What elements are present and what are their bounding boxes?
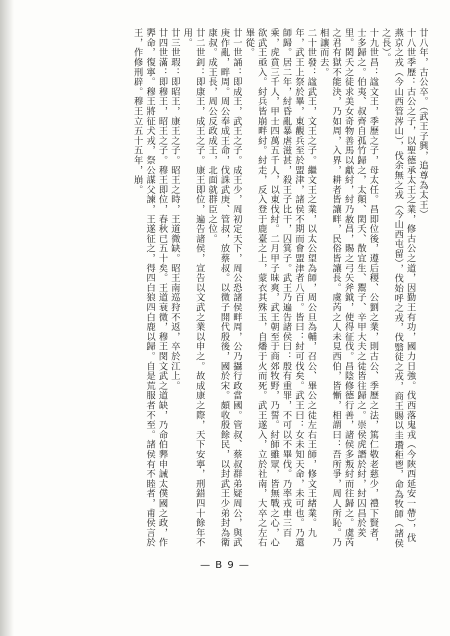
paragraph: 廿三世瑕：即昭王，康王之子。昭王之時，王道微缺。昭王南巡狩不返，卒於江上。 [168,28,180,391]
paragraph: 二十世發：諡武王，文王之子。繼文王之業，以太公望為師，周公旦為輔，召公、畢公之徒左右王師，修文王緒業。九年，武王上祭於畢，東觀兵至於盟津，諸侯不期而會盟津者八百。皆曰：紂可伐矣。武王曰：女未知天命，未可也。乃還師歸。居二年，紂昏亂暴虐滋甚，殺王子比干，囚箕子。武王乃遍告諸侯曰：殷有重罪，不可以不畢伐。乃率戎車三百乘，虎賁三千人，甲士四萬五千人，以東伐紂。二月甲子昧爽，武王朝至于商郊牧野，乃誓。紂師雖眾，皆無戰之心，心欲武王亟入。紂兵皆崩畔紂。紂走，反入登于鹿臺之上，蒙衣其殊玉，自燔于火而死。武王遂入，立於社南，大卒之左右畢從。 [243,28,317,548]
paragraph: 十九世昌：諡文王，季歷之子，母太任。昌即位後，遵后稷、公劉之業，則古公、季歷之法，篤仁敬老慈少，禮下賢者，士多歸之。伯夷、叔齊自孤竹歸之，太顛、閎夭、散宜生、鬻子、辛甲大夫之徒皆往歸之。崇侯虎譖於紂，紂囚昌於羑里。閎夭之徒求美女奇物善馬以獻紂，紂乃赦昌，賜之弓矢斧鉞，使得征伐。昌陰修德行善，諸侯多叛紂而往歸之。虞芮之君有獄不能決，乃如周，入界，耕者皆讓畔，民俗皆讓長。虞芮之人未見西伯，皆慚，相謂曰：吾所爭，周人所恥。乃相讓而去。 [317,28,379,548]
paragraph: 廿一世誦：即成王，武王之子。成王少，周初定天下，周公恐諸侯畔周，公乃攝行政當國。管叔、蔡叔群弟疑周公，與武庚作亂，畔周。周公奉成王命，伐誅武庚、管叔，放蔡叔。以微子開代殷後，國於宋。頗收殷餘民，以封武王少弟封為衛康叔。成王長，周公反政成王，北面就群臣之位。 [206,28,242,548]
paragraph: 廿二世釗：即康王，成王之子。康王即位，遍告諸侯，宣告以文武之業以申之。故成康之際，天下安寧，刑錯四十餘年不用。 [181,28,205,548]
paragraph: 十八世季歷：古公之子，以聖德承太王之業，修古公之道，因勤王有功，國力日強。伐西落鬼戎（今陝西延安一帶），伐燕京之戎（今山西管涔山），伐余無之戎（今山西屯留），伐始呼之戎，伐翳徒之戎，商王賜以圭瓚秬鬯，命為牧師（諸侯之長）。 [379,28,416,548]
paragraph: 廿八年，古公卒。（武王子興，追尊為太王） [417,28,428,220]
paragraph: 廿四世滿：即穆王，昭王之子。穆王即位，春秋已五十矣。王道衰微，穆王閔文武之道缺，乃命伯臩申誡太僕國之政，作臩命，復寧。穆王將征犬戎，祭公謀父諫，王遂征之，得四白狼四白鹿以歸。自是荒服者不至。諸侯有不睦者，甫侯言於王，作修刑辟。穆王立五十五年，崩。 [131,28,168,548]
binding-shadow [0,0,14,636]
vertical-body-text [60,28,428,548]
page-number: — B 9 — [200,560,250,571]
